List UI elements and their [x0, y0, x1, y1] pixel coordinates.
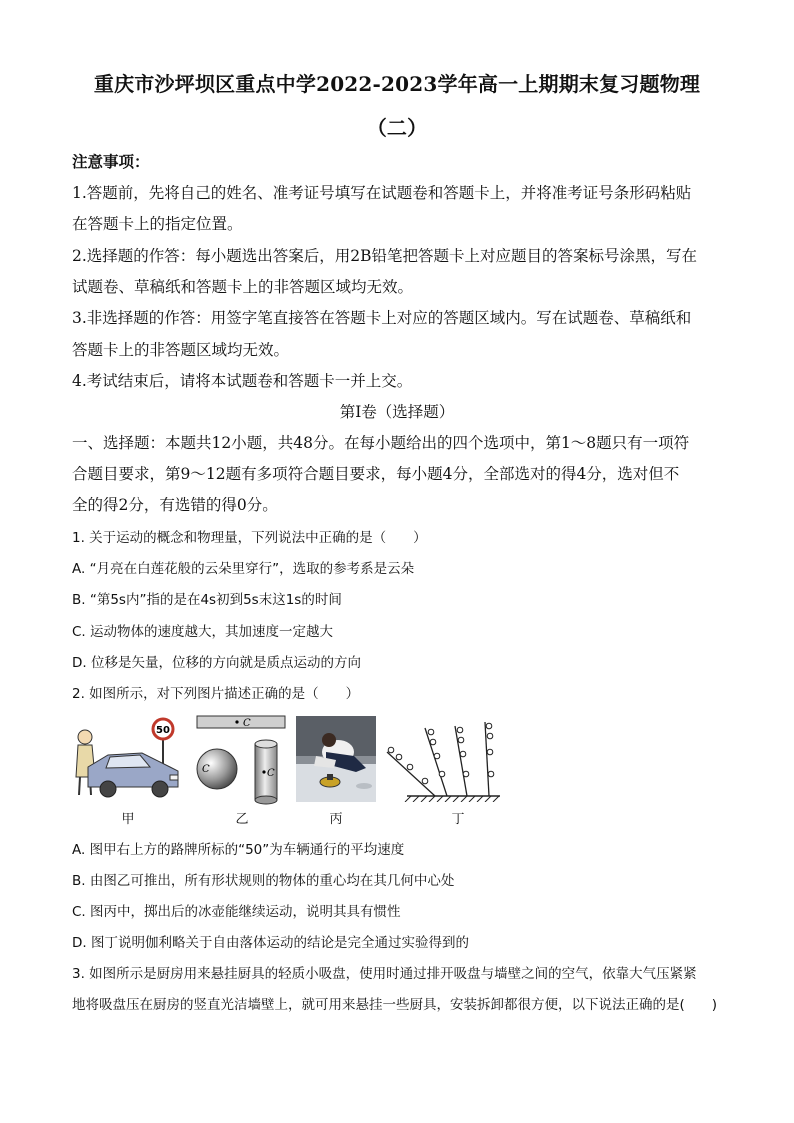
question-3-stem-line2: 地将吸盘压在厨房的竖直光洁墙壁上，就可用来悬挂一些厨具，安装拆卸都很方便，以下说法正确的是( ): [72, 997, 718, 1013]
notice-line: 在答题卡上的指定位置。: [72, 215, 243, 233]
notice-line: 2.选择题的作答：每小题选出答案后，用2B铅笔把答题卡上对应题目的答案标号涂黑，写在: [72, 247, 698, 265]
section-title: 第Ⅰ卷（选择题）: [339, 403, 455, 421]
figure-caption-ding: 丁: [451, 812, 465, 827]
question-1-option-c: C. 运动物体的速度越大，其加速度一定越大: [72, 624, 334, 640]
part1-instructions: 合题目要求，第9～12题有多项符合题目要求，每小题4分，全部选对的得4分，选对但不: [72, 465, 680, 483]
question-3-stem-line1: 3. 如图所示是厨房用来悬挂厨具的轻质小吸盘，使用时通过排开吸盘与墙壁之间的空气，依靠大气压紧紧: [72, 966, 697, 982]
question-2-option-a: A. 图甲右上方的路牌所标的“50”为车辆通行的平均速度: [72, 842, 405, 858]
figure-caption-bing: 丙: [329, 812, 343, 827]
question-1-option-b: B. “第5s内”指的是在4s初到5s末这1s的时间: [72, 592, 342, 608]
label-c-sphere: C: [202, 764, 210, 775]
question-2-option-d: D. 图丁说明伽利略关于自由落体运动的结论是完全通过实验得到的: [72, 935, 469, 951]
notice-line: 3.非选择题的作答：用签字笔直接答在答题卡上对应的答题区域内。写在试题卷、草稿纸和: [72, 309, 692, 327]
figure-caption-jia: 甲: [121, 812, 135, 827]
question-1-stem: 1. 关于运动的概念和物理量，下列说法中正确的是（ ）: [72, 530, 427, 546]
label-c-bar: C: [243, 718, 251, 729]
figure-caption-yi: 乙: [235, 812, 249, 827]
question-2-option-c: C. 图丙中，掷出后的冰壶能继续运动，说明其具有惯性: [72, 904, 401, 920]
question-2-stem: 2. 如图所示，对下列图片描述正确的是（ ）: [72, 686, 360, 702]
figure-yi-center-of-gravity: [192, 714, 290, 806]
figure-bing-curling-photo: [296, 716, 376, 802]
notice-heading: 注意事项：: [72, 152, 150, 171]
question-1-option-a: A. “月亮在白莲花般的云朵里穿行”，选取的参考系是云朵: [72, 561, 415, 577]
label-c-cylinder: C: [267, 768, 275, 779]
figure-ding-inclined-planes: [385, 718, 505, 802]
speed-sign-label: 50: [156, 725, 170, 736]
exam-title: 重庆市沙坪坝区重点中学2022-2023学年高一上期期末复习题物理: [93, 72, 701, 96]
notice-line: 试题卷、草稿纸和答题卡上的非答题区域均无效。: [72, 278, 414, 296]
exam-title-part: （二）: [366, 116, 428, 140]
notice-line: 4.考试结束后，请将本试题卷和答题卡一并上交。: [72, 372, 413, 390]
part1-instructions: 全的得2分，有选错的得0分。: [72, 496, 278, 514]
figure-jia-car-sign: [70, 715, 185, 805]
question-1-option-d: D. 位移是矢量，位移的方向就是质点运动的方向: [72, 655, 361, 671]
notice-line: 答题卡上的非答题区域均无效。: [72, 341, 290, 359]
notice-line: 1.答题前，先将自己的姓名、准考证号填写在试题卷和答题卡上，并将准考证号条形码粘贴: [72, 184, 692, 202]
question-2-option-b: B. 由图乙可推出，所有形状规则的物体的重心均在其几何中心处: [72, 873, 455, 889]
part1-instructions: 一、选择题：本题共12小题，共48分。在每小题给出的四个选项中，第1～8题只有一项符: [72, 434, 690, 452]
